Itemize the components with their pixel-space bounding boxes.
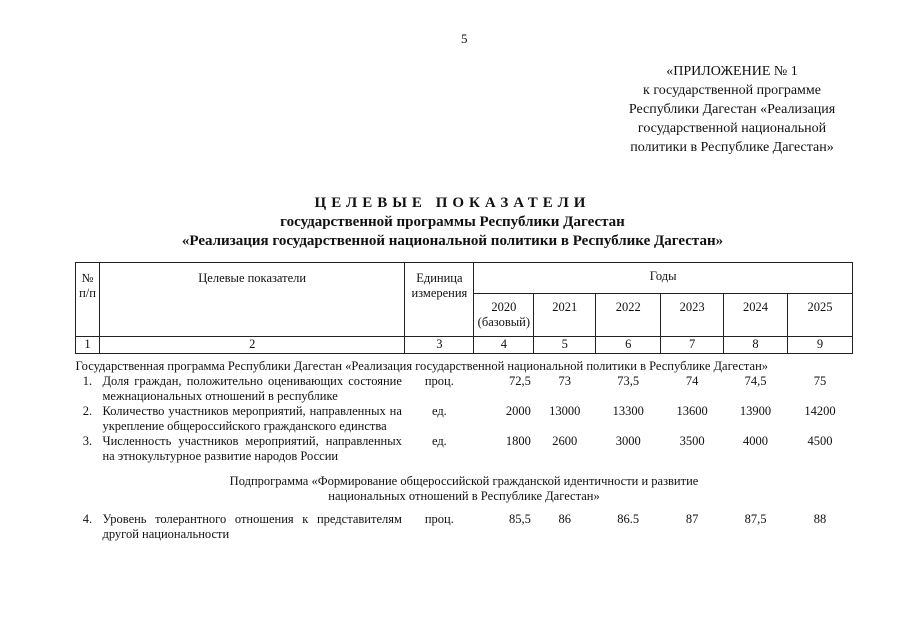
subprogram-row [76, 464, 853, 504]
row-value: 4500 [807, 434, 833, 448]
page-number: 5 [461, 31, 468, 46]
row-number: 4. [82, 512, 93, 526]
column-number: 8 [724, 337, 788, 354]
row-value: 72,5 [508, 374, 531, 388]
table-row [76, 404, 853, 434]
header-unit-line: измерения [411, 286, 468, 300]
row-number: 3. [82, 434, 93, 448]
title-subtitle: «Реализация государственной национальной политики в Республике Дагестан» [181, 233, 724, 249]
header-number-line: № [81, 271, 94, 285]
row-value: 75 [813, 374, 827, 388]
column-number-row [76, 337, 853, 354]
table-header-row [76, 263, 853, 294]
row-value: 88 [813, 512, 827, 526]
row-indicator: Доля граждан, положительно оценивающих состояние межнациональных отношений в республике [102, 374, 402, 403]
row-value: 3000 [615, 434, 641, 448]
row-value: 2600 [552, 434, 578, 448]
header-year-2023: 2023 [661, 294, 724, 337]
column-number: 3 [405, 337, 474, 354]
row-value: 13600 [676, 404, 708, 418]
row-unit: ед. [431, 404, 447, 418]
row-value: 13300 [612, 404, 644, 418]
header-years: Годы [474, 263, 853, 294]
header-year-2022: 2022 [596, 294, 661, 337]
section-row [76, 354, 853, 375]
annex-line: государственной национальной [637, 121, 827, 136]
annex-line: политики в Республике Дагестан» [630, 140, 834, 155]
row-value: 2000 [505, 404, 531, 418]
column-number: 4 [474, 337, 534, 354]
header-year-2021: 2021 [534, 294, 596, 337]
column-number: 1 [76, 337, 100, 354]
annex-block [602, 62, 862, 157]
header-year-2024: 2024 [724, 294, 788, 337]
header-number-line: п/п [79, 286, 96, 300]
row-indicator: Численность участников мероприятий, направленных на этнокультурное развитие народов России [102, 434, 402, 463]
row-value: 14200 [804, 404, 836, 418]
table-row [76, 434, 853, 464]
column-number: 5 [534, 337, 596, 354]
row-value: 74,5 [744, 374, 767, 388]
annex-line: «ПРИЛОЖЕНИЕ № 1 [666, 64, 798, 79]
header-unit [405, 263, 474, 337]
title-subtitle: государственной программы Республики Дагестан [280, 214, 625, 230]
row-number: 2. [82, 404, 93, 418]
column-number: 9 [788, 337, 853, 354]
row-value: 87 [685, 512, 699, 526]
subprogram-title-line: национальных отношений в Республике Дагестан» [328, 489, 600, 503]
header-year-line: (базовый) [477, 315, 531, 329]
column-number: 2 [99, 337, 404, 354]
column-number: 7 [661, 337, 724, 354]
annex-line: к государственной программе [643, 83, 821, 98]
row-unit: проц. [424, 512, 454, 526]
table-row [76, 374, 853, 404]
indicators-table [75, 262, 853, 542]
row-value: 74 [685, 374, 699, 388]
table-row [76, 504, 853, 542]
subprogram-title-line: Подпрограмма «Формирование общероссийской гражданской идентичности и развитие [229, 474, 699, 488]
header-number [76, 263, 100, 337]
header-indicator: Целевые показатели [99, 263, 404, 337]
row-value: 73 [558, 374, 572, 388]
row-value: 3500 [679, 434, 705, 448]
document-title [0, 194, 905, 251]
row-indicator: Количество участников мероприятий, направленных на укрепление общероссийского гражданского единства [102, 404, 402, 433]
row-value: 85,5 [508, 512, 531, 526]
header-year-2020 [474, 294, 534, 337]
annex-line: Республики Дагестан «Реализация [628, 102, 836, 117]
row-value: 1800 [505, 434, 531, 448]
row-indicator: Уровень толерантного отношения к представителям другой национальности [102, 512, 402, 541]
row-number: 1. [82, 374, 93, 388]
row-value: 87,5 [744, 512, 767, 526]
header-year-2025: 2025 [788, 294, 853, 337]
row-value: 4000 [743, 434, 769, 448]
title-heading: ЦЕЛЕВЫЕ ПОКАЗАТЕЛИ [314, 195, 591, 211]
row-value: 86.5 [617, 512, 640, 526]
row-value: 13000 [549, 404, 581, 418]
header-unit-line: Единица [416, 271, 463, 285]
row-unit: ед. [431, 434, 447, 448]
header-year-line: 2020 [491, 300, 517, 314]
row-unit: проц. [424, 374, 454, 388]
row-value: 73,5 [617, 374, 640, 388]
section-title: Государственная программа Республики Дагестан «Реализация государственной национальной политики в Республике Дагестан» [75, 359, 769, 373]
row-value: 86 [558, 512, 572, 526]
column-number: 6 [596, 337, 661, 354]
subprogram-title [76, 464, 853, 504]
row-value: 13900 [739, 404, 772, 418]
